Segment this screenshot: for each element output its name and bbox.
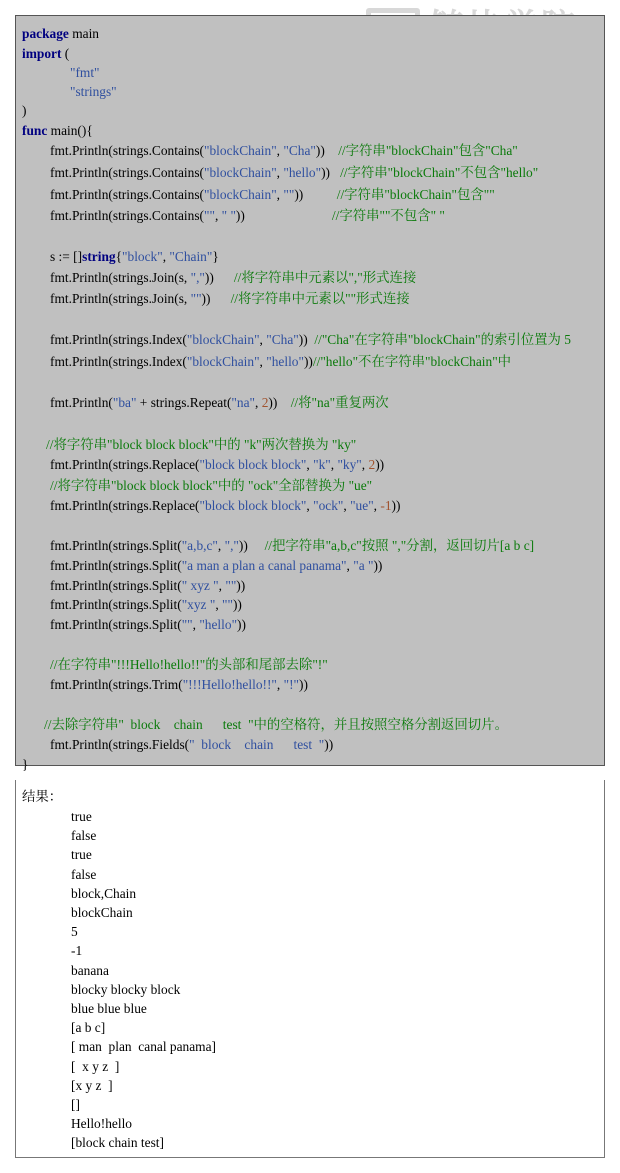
code-token: "hello" [199,617,238,632]
code-token: fmt.Println(strings.Split( [50,538,182,553]
code-token: , [306,457,314,472]
code-token: " " [221,208,236,223]
code-token: //将"na"重复两次 [290,395,389,410]
code-line [50,596,242,614]
code-token: "" [222,597,233,612]
result-line: blockChain [71,905,133,920]
code-token: "Cha" [283,143,316,158]
code-token: main [68,26,99,41]
code-token: fmt.Println(strings.Contains( [50,208,204,223]
result-line: -1 [71,943,83,959]
code-token: "block" [122,249,163,264]
code-token: package [22,26,69,41]
code-token: "fmt" [70,65,100,80]
code-token: //字符串"blockChain"包含"" [336,187,495,202]
code-line [50,497,400,515]
code-token: )) [321,165,341,180]
code-line [22,756,28,774]
code-token: import [22,46,62,61]
code-token: "ky" [337,457,362,472]
code-line [50,353,511,371]
code-token: "blockChain" [186,354,260,369]
result-line: [block chain test] [71,1135,164,1151]
code-token: //在字符串"!!!Hello!hello!!"的头部和尾部去除"!" [50,657,328,672]
code-token: , [343,498,351,513]
code-token: "a,b,c" [181,538,218,553]
code-token: fmt.Println(strings.Join(s, [50,270,191,285]
code-line [50,577,245,595]
code-token: )) [237,617,246,632]
code-token: , [215,597,223,612]
code-token: , [192,617,200,632]
code-token: "hello" [266,354,304,369]
result-line: block,Chain [71,885,137,901]
code-token: , [306,498,314,513]
code-token: "blockChain" [204,165,277,180]
code-token: s := [] [50,249,83,264]
code-token: 2 [261,395,269,410]
code-token: "" [190,291,202,306]
code-token: { [115,249,123,264]
code-token: fmt.Println(strings.Split( [50,558,182,573]
code-line [50,164,538,182]
code-line [46,436,356,454]
result-line: [ man plan canal panama] [71,1039,216,1055]
code-line [50,616,246,634]
code-token: "blockChain" [204,143,277,158]
code-token: )) [232,597,242,612]
code-line [50,736,333,754]
code-token: fmt.Println(strings.Split( [50,597,182,612]
code-token: fmt.Println(strings.Replace( [50,457,200,472]
code-token: fmt.Println(strings.Replace( [50,498,200,513]
code-line [50,537,534,555]
code-line [50,456,384,474]
code-token: " block chain test " [189,737,325,752]
code-token: )) [235,208,332,223]
result-line: [ x y z ] [71,1058,120,1074]
code-token: //将字符串中元素以""形式连接 [230,291,410,306]
code-line [50,186,495,204]
code-token: //将字符串"block block block"中的 "k"两次替换为 "ky" [46,437,357,452]
code-token: "xyz " [181,597,216,612]
code-token: , [373,498,381,513]
code-token: "k" [313,457,331,472]
code-token: "ba" [112,395,137,410]
code-token: //字符串"blockChain"不包含"hello" [340,165,539,180]
code-token: //去除字符串" block chain test "中的空格符，并且按照空格分割返回切片。 [44,717,508,732]
result-line: true [71,809,92,824]
code-line [70,83,117,101]
code-token: fmt.Println(strings.Contains( [50,187,204,202]
code-token: "hello" [283,165,322,180]
result-line: banana [71,962,109,978]
code-token: , [330,457,338,472]
code-token: "" [225,578,237,593]
code-token: fmt.Println( [50,395,113,410]
code-token: fmt.Println(strings.Trim( [50,677,183,692]
code-token: "!" [283,677,300,692]
code-line [22,45,69,63]
code-token: string [82,249,116,264]
result-line: Hello!hello [71,1116,132,1132]
code-token: //"Cha"在字符串"blockChain"的索引位置为 5 [314,332,571,347]
code-token: )) [324,737,334,752]
code-token: fmt.Println(strings.Index( [50,332,187,347]
code-token: //字符串"blockChain"包含"Cha" [338,143,518,158]
code-token: //把字符串"a,b,c"按照 ","分割，返回切片[a b c] [264,538,535,553]
code-token: ( [61,46,70,61]
code-token: "na" [231,395,255,410]
result-line: [x y z ] [71,1077,113,1093]
code-line [50,477,372,495]
code-token: )) [315,143,339,158]
code-token: + strings.Repeat( [136,395,232,410]
code-token: , [162,249,170,264]
code-line [70,64,100,82]
code-token: ) [22,103,27,118]
code-token: )) [375,457,385,472]
code-token: "ock" [313,498,344,513]
code-token: , [361,457,369,472]
code-line [50,331,571,349]
result-line: 5 [71,924,78,940]
code-line [50,290,410,308]
code-token: )) [298,332,315,347]
code-line [22,102,26,120]
code-token: "block block block" [199,457,307,472]
code-token: )) [303,354,313,369]
result-line: [a b c] [71,1020,106,1036]
code-token: " xyz " [181,578,219,593]
code-token: )) [294,187,337,202]
code-token: -1 [380,498,392,513]
code-token: fmt.Println(strings.Contains( [50,143,204,158]
code-token: "a " [353,558,374,573]
code-token: "block block block" [199,498,307,513]
code-line [50,676,308,694]
code-token: 2 [368,457,376,472]
result-title: 结果： [22,789,63,804]
code-token: , [259,354,267,369]
result-line: blocky blocky block [71,981,181,997]
code-token: , [218,578,226,593]
code-token: fmt.Println(strings.Contains( [50,165,204,180]
code-token: "Cha" [266,332,299,347]
code-block [15,15,605,772]
code-token: func [22,123,48,138]
code-token: , [276,143,284,158]
code-line [44,716,508,734]
code-token: "strings" [70,84,117,99]
code-token: "blockChain" [204,187,277,202]
code-token: fmt.Println(strings.Split( [50,578,182,593]
code-token: } [212,249,219,264]
code-token: )) [236,578,246,593]
code-line [50,269,416,287]
code-token: "blockChain" [186,332,260,347]
code-token: , [276,187,284,202]
code-token: fmt.Println(strings.Split( [50,617,182,632]
code-line [50,248,219,266]
code-line [50,142,518,160]
code-token: "" [283,187,295,202]
code-line [22,122,93,140]
code-token: "a man a plan a canal panama" [181,558,347,573]
code-token: , [217,538,225,553]
code-token: fmt.Println(strings.Fields( [50,737,190,752]
code-token: )) [204,270,234,285]
code-token: "ue" [350,498,374,513]
result-block [15,780,605,1158]
code-line [50,394,389,412]
code-token: , [214,208,222,223]
code-token: )) [299,677,308,692]
result-line: false [71,866,97,882]
result-line: true [71,847,92,863]
code-token: //"hello"不在字符串"blockChain"中 [312,354,512,369]
code-token: //将字符串中元素以","形式连接 [233,270,417,285]
code-token: //将字符串"block block block"中的 "ock"全部替换为 "ue" [50,478,373,493]
code-token: , [259,332,267,347]
result-line: blue blue blue [71,1001,147,1016]
code-token: )) [268,395,291,410]
code-line [50,207,445,225]
code-line [50,557,382,575]
code-token: "Chain" [169,249,213,264]
code-token: , [276,165,284,180]
code-token: "" [204,208,215,223]
code-token: )) [238,538,265,553]
code-token: "," [224,538,239,553]
code-token: fmt.Println(strings.Index( [50,354,187,369]
code-token: , [254,395,262,410]
code-token: //字符串""不包含" " [331,208,445,223]
code-token: )) [201,291,231,306]
code-line [22,25,99,43]
code-token: "," [190,270,205,285]
code-token: )) [373,558,383,573]
code-token: )) [391,498,401,513]
code-line [50,656,328,674]
code-token: fmt.Println(strings.Join(s, [50,291,191,306]
code-token: } [22,757,29,772]
result-line: [] [71,1097,80,1112]
code-token: main(){ [47,123,93,138]
code-token: , [346,558,354,573]
code-token: "!!!Hello!hello!!" [182,677,277,692]
result-line: false [71,828,97,844]
code-token: "" [181,617,193,632]
code-token: , [276,677,284,692]
